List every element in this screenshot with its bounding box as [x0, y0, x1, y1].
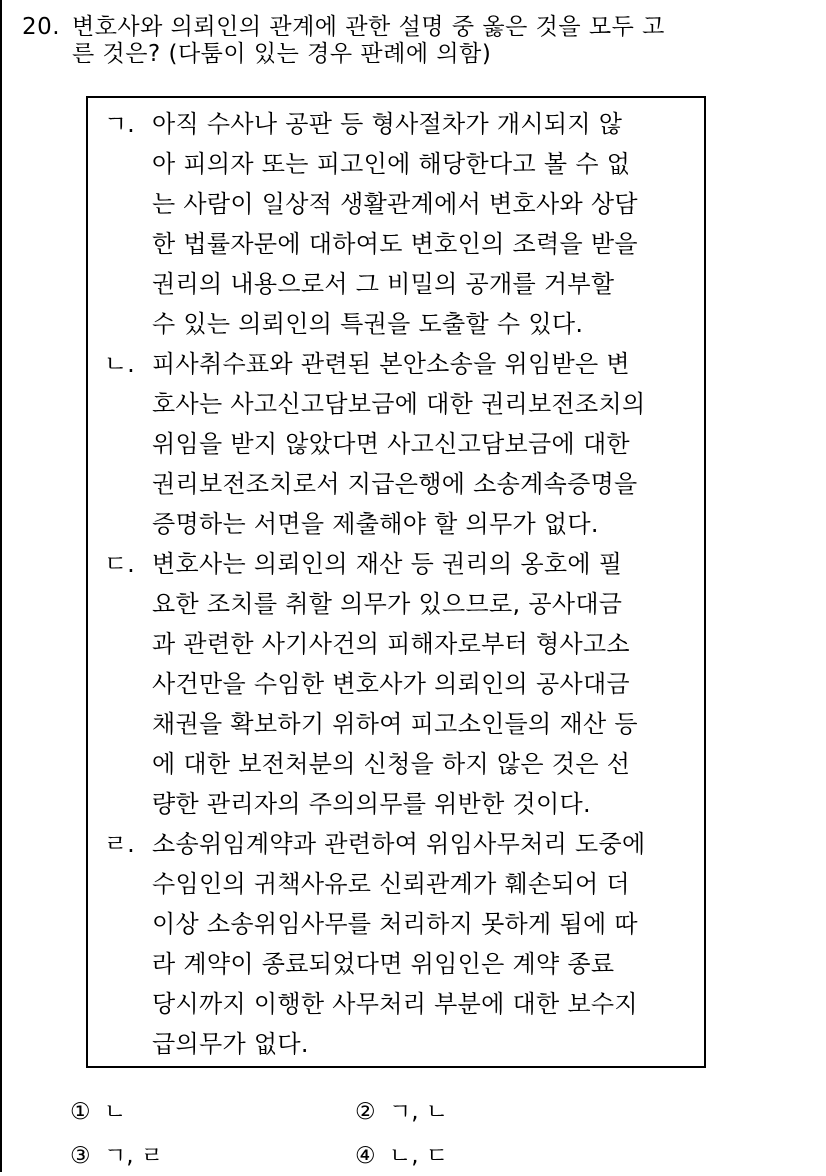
option-text: ㄴ: [104, 1099, 127, 1125]
answer-option-2[interactable]: [355, 1092, 448, 1132]
statement-line: 증명하는 서면을 제출해야 할 의무가 없다.: [152, 510, 599, 538]
statement-line: 변호사는 의뢰인의 재산 등 권리의 옹호에 필: [152, 550, 623, 578]
statement-line: 한 법률자문에 대하여도 변호인의 조력을 받을: [152, 230, 638, 258]
question-text-line-1: 변호사와 의뢰인의 관계에 관한 설명 중 옳은 것을 모두 고: [72, 14, 665, 40]
statement-line: 호사는 사고신고담보금에 대한 권리보전조치의: [152, 390, 646, 418]
option-number: ③: [70, 1143, 91, 1169]
statement-line: 권리보전조치로서 지급은행에 소송계속증명을: [152, 470, 638, 498]
option-text: ㄱ, ㄹ: [104, 1143, 164, 1169]
option-text: ㄴ, ㄷ: [389, 1143, 449, 1169]
option-number: ④: [355, 1143, 376, 1169]
statement-line: 는 사람이 일상적 생활관계에서 변호사와 상담: [152, 190, 638, 218]
statement-line: 이상 소송위임사무를 처리하지 못하게 됨에 따: [152, 910, 638, 938]
statement-line: 위임을 받지 않았다면 사고신고담보금에 대한: [152, 430, 630, 458]
answer-option-3[interactable]: [70, 1136, 163, 1176]
statement-line: 에 대한 보전처분의 신청을 하지 않은 것은 선: [152, 750, 631, 778]
statement-b: [104, 344, 684, 544]
statement-marker: ㄹ.: [104, 830, 135, 858]
statement-marker: ㄱ.: [104, 110, 135, 138]
question-stem: [22, 14, 802, 68]
question-number: 20.: [22, 14, 61, 40]
answer-option-4[interactable]: [355, 1136, 448, 1176]
statement-line: 라 계약이 종료되었다면 위임인은 계약 종료: [152, 950, 615, 978]
statement-line: 권리의 내용으로서 그 비밀의 공개를 거부할: [152, 270, 615, 298]
statement-line: 소송위임계약과 관련하여 위임사무처리 도중에: [152, 830, 646, 858]
question-line-1: [22, 14, 802, 41]
statement-line: 급의무가 없다.: [152, 1030, 309, 1058]
statement-line: 채권을 확보하기 위하여 피고소인들의 재산 등: [152, 710, 638, 738]
statement-line: 과 관련한 사기사건의 피해자로부터 형사고소: [152, 630, 630, 658]
statement-line: 아직 수사나 공판 등 형사절차가 개시되지 않: [152, 110, 623, 138]
page-left-border: [0, 0, 2, 1172]
statement-line: 사건만을 수임한 변호사가 의뢰인의 공사대금: [152, 670, 630, 698]
option-number: ②: [355, 1099, 376, 1125]
statement-marker: ㄴ.: [104, 350, 135, 378]
question-text-line-2: 른 것은? (다툼이 있는 경우 판례에 의함): [72, 41, 492, 67]
statement-line: 량한 관리자의 주의의무를 위반한 것이다.: [152, 790, 591, 818]
statement-line: 수임인의 귀책사유로 신뢰관계가 훼손되어 더: [152, 870, 630, 898]
statement-line: 당시까지 이행한 사무처리 부분에 대한 보수지: [152, 990, 638, 1018]
option-text: ㄱ, ㄴ: [389, 1099, 449, 1125]
statement-marker: ㄷ.: [104, 550, 135, 578]
statement-box: [86, 96, 706, 1068]
answer-option-1[interactable]: [70, 1092, 126, 1132]
statement-c: [104, 544, 684, 824]
statement-a: [104, 104, 684, 344]
statement-d: [104, 824, 684, 1064]
statement-line: 피사취수표와 관련된 본안소송을 위임받은 변: [152, 350, 630, 378]
statement-line: 요한 조치를 취할 의무가 있으므로, 공사대금: [152, 590, 623, 618]
option-number: ①: [70, 1099, 91, 1125]
statement-line: 아 피의자 또는 피고인에 해당한다고 볼 수 없: [152, 150, 631, 178]
statement-line: 수 있는 의뢰인의 특권을 도출할 수 있다.: [152, 310, 584, 338]
